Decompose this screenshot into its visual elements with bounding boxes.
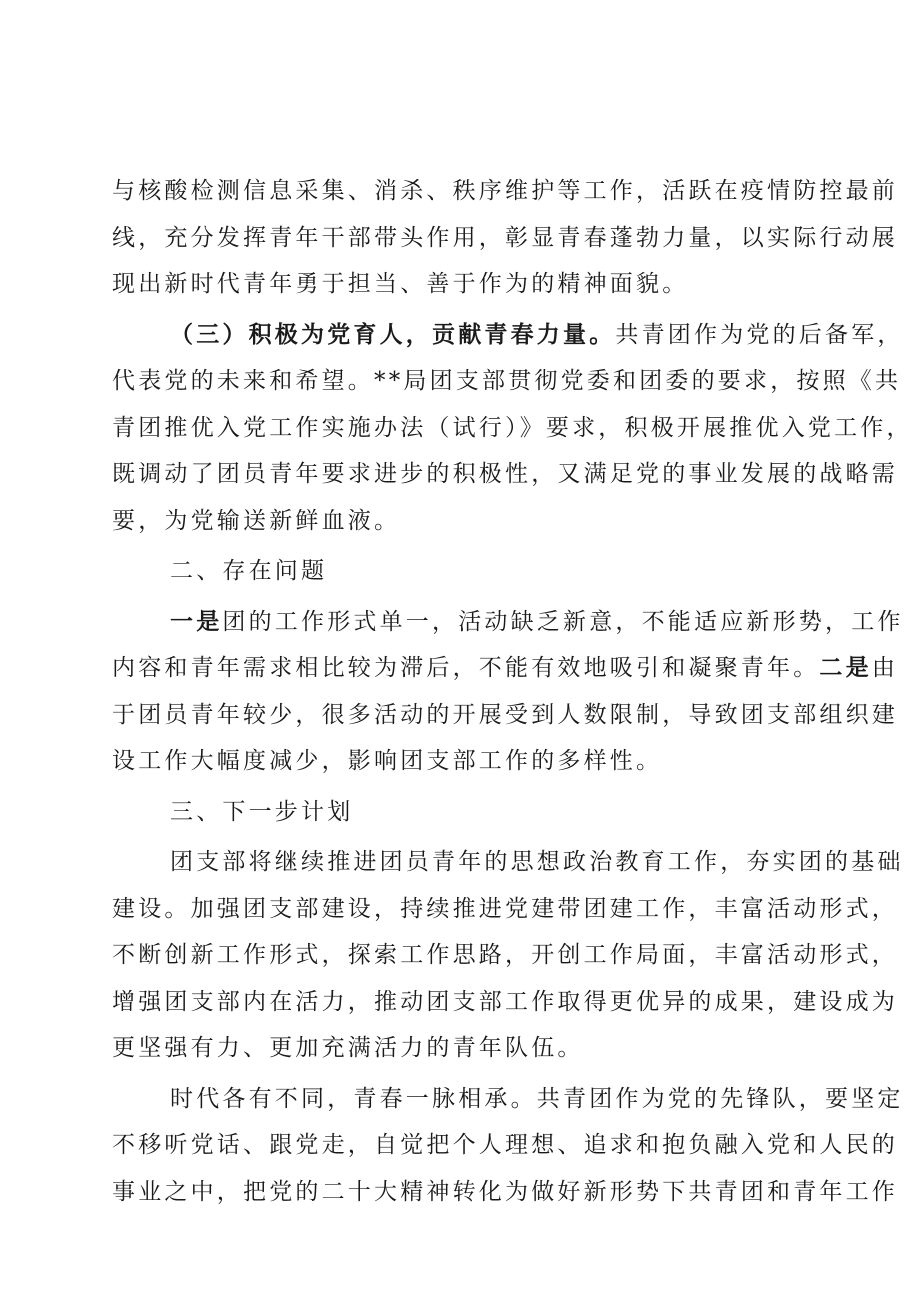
paragraph-line: 更坚强有力、更加充满活力的青年队伍。 [112, 1035, 584, 1061]
paragraph-line: 青团推优入党工作实施办法（试行）》要求，积极开展推优入党工作， [112, 414, 913, 441]
paragraph-line: 于团员青年较少，很多活动的开展受到人数限制，导致团支部组织建 [112, 701, 898, 728]
paragraph-first-line: 时代各有不同，青春一脉相承。共青团作为党的先锋队，要坚定 [170, 1085, 904, 1112]
paragraph-line: 现出新时代青年勇于担当、善于作为的精神面貌。 [112, 271, 689, 297]
paragraph-line: 建设。加强团支部建设，持续推进党建带团建工作，丰富活动形式， [112, 895, 898, 922]
paragraph-text: 共青团作为党的后备军， [615, 321, 904, 348]
paragraph-line: 线，充分发挥青年干部带头作用，彰显青春蓬勃力量，以实际行动展 [112, 224, 898, 251]
paragraph-line: 事业之中，把党的二十大精神转化为做好新形势下共青团和青年工作 [112, 1178, 898, 1205]
paragraph-line: 与核酸检测信息采集、消杀、秩序维护等工作，活跃在疫情防控最前 [112, 178, 898, 204]
paragraph-line: 要，为党输送新鲜血液。 [112, 507, 401, 534]
paragraph-text: 由 [871, 655, 899, 681]
bold-subheading: （三）积极为党育人，贡献青春力量。 [170, 320, 616, 348]
paragraph-text: 内容和青年需求相比较为滞后，不能有效地吸引和凝聚青年。 [112, 655, 820, 681]
paragraph-line: 不断创新工作形式，探索工作思路，开创工作局面，丰富活动形式， [112, 942, 898, 968]
section-heading: 三、下一步计划 [170, 798, 354, 825]
paragraph-line: 设工作大幅度减少，影响团支部工作的多样性。 [112, 748, 663, 774]
bold-marker: 二是 [819, 654, 872, 681]
paragraph-line: 增强团支部内在活力，推动团支部工作取得更优异的成果，建设成为 [112, 988, 898, 1015]
section-heading: 二、存在问题 [170, 558, 328, 584]
paragraph-line [112, 645, 899, 692]
paragraph-line: 既调动了团员青年要求进步的积极性，又满足党的事业发展的战略需 [112, 461, 898, 487]
paragraph-first-line: 团支部将继续推进团员青年的思想政治教育工作，夯实团的基础 [170, 849, 904, 875]
paragraph-line: 不移听党话、跟党走，自觉把个人理想、追求和抱负融入党和人民的 [112, 1132, 898, 1158]
paragraph-text: 团的工作形式单一，活动缺乏新意，不能适应新形势，工作 [222, 608, 904, 635]
bold-marker: 一是 [170, 607, 223, 635]
paragraph-first-line [112, 312, 904, 359]
paragraph-line: 代表党的未来和希望。**局团支部贯彻党委和团委的要求，按照《共 [112, 368, 902, 394]
paragraph-first-line [112, 599, 904, 646]
document-body [112, 168, 913, 1215]
